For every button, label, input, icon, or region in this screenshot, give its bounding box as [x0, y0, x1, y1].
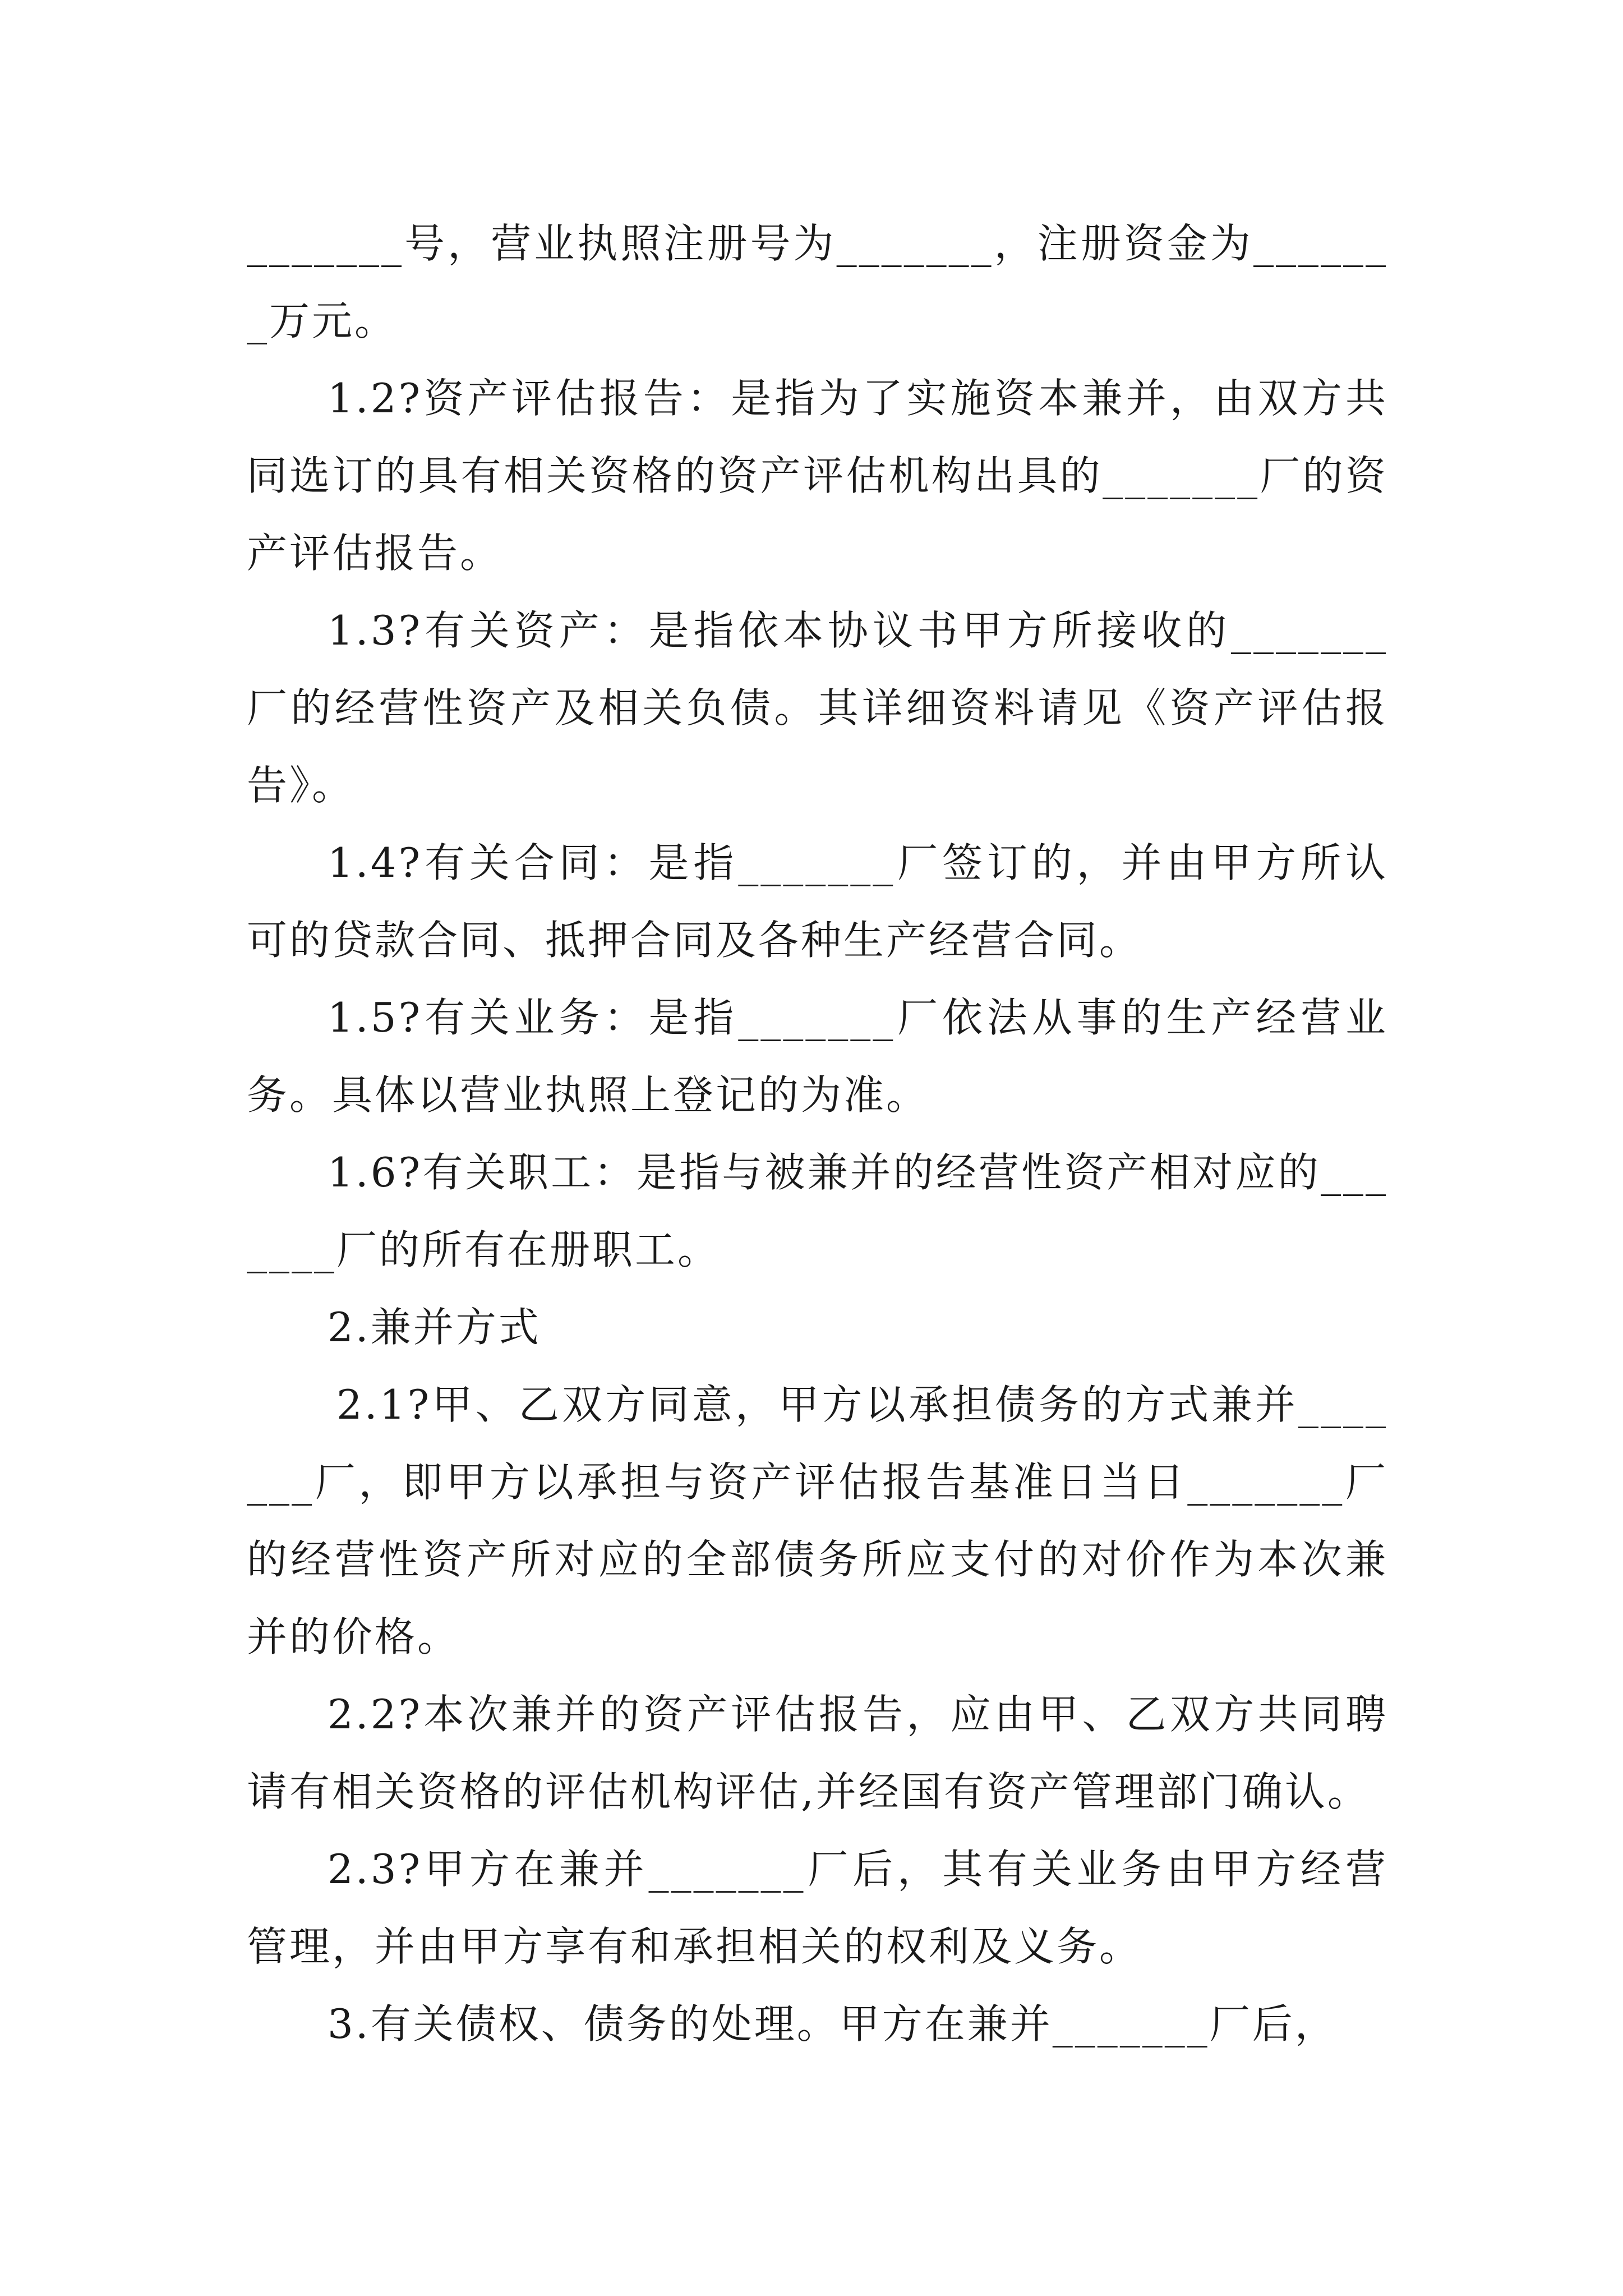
paragraph-1-5-related-business: 1.5?有关业务：是指_______厂依法从事的生产经营业务。具体以营业执照上登记的为准。 — [247, 994, 1388, 1119]
paragraph-1-2-asset-appraisal-report: 1.2?资产评估报告：是指为了实施资本兼并，由双方共同选订的具有相关资格的资产评估机构出具的_______厂的资产评估报告。 — [247, 375, 1388, 577]
paragraph-2-3-post-merger-management: 2.3?甲方在兼并_______厂后，其有关业务由甲方经营管理，并由甲方享有和承担相关的权利及义务。 — [247, 1846, 1388, 1970]
paragraph-2-2-appraisal-confirmation: 2.2?本次兼并的资产评估报告，应由甲、乙双方共同聘请有相关资格的评估机构评估,并经国有资产管理部门确认。 — [247, 1691, 1388, 1815]
section-heading-merger-method: 2.兼并方式 — [328, 1304, 541, 1351]
paragraph-1-3-related-assets: 1.3?有关资产：是指依本协议书甲方所接收的_______厂的经营性资产及相关负债。其详细资料请见《资产评估报告》。 — [247, 607, 1388, 809]
paragraph-registration-info: _______号，营业执照注册号为_______，注册资金为_______万元。 — [247, 220, 1388, 344]
paragraph-3-debt-handling: 3.有关债权、债务的处理。甲方在兼并_______厂后， — [328, 2000, 1338, 2047]
document-body — [247, 205, 1388, 2063]
paragraph-1-6-related-employees: 1.6?有关职工：是指与被兼并的经营性资产相对应的_______厂的所有在册职工。 — [247, 1149, 1388, 1273]
paragraph-1-4-related-contracts: 1.4?有关合同：是指_______厂签订的，并由甲方所认可的贷款合同、抵押合同及各种生产经营合同。 — [247, 839, 1388, 964]
paragraph-2-1-merger-by-debt: 2.1?甲、乙双方同意，甲方以承担债务的方式兼并_______厂，即甲方以承担与资产评估报告基准日当日_______厂的经营性资产所对应的全部债务所应支付的对价作为本次兼并的价格。 — [247, 1381, 1388, 1660]
